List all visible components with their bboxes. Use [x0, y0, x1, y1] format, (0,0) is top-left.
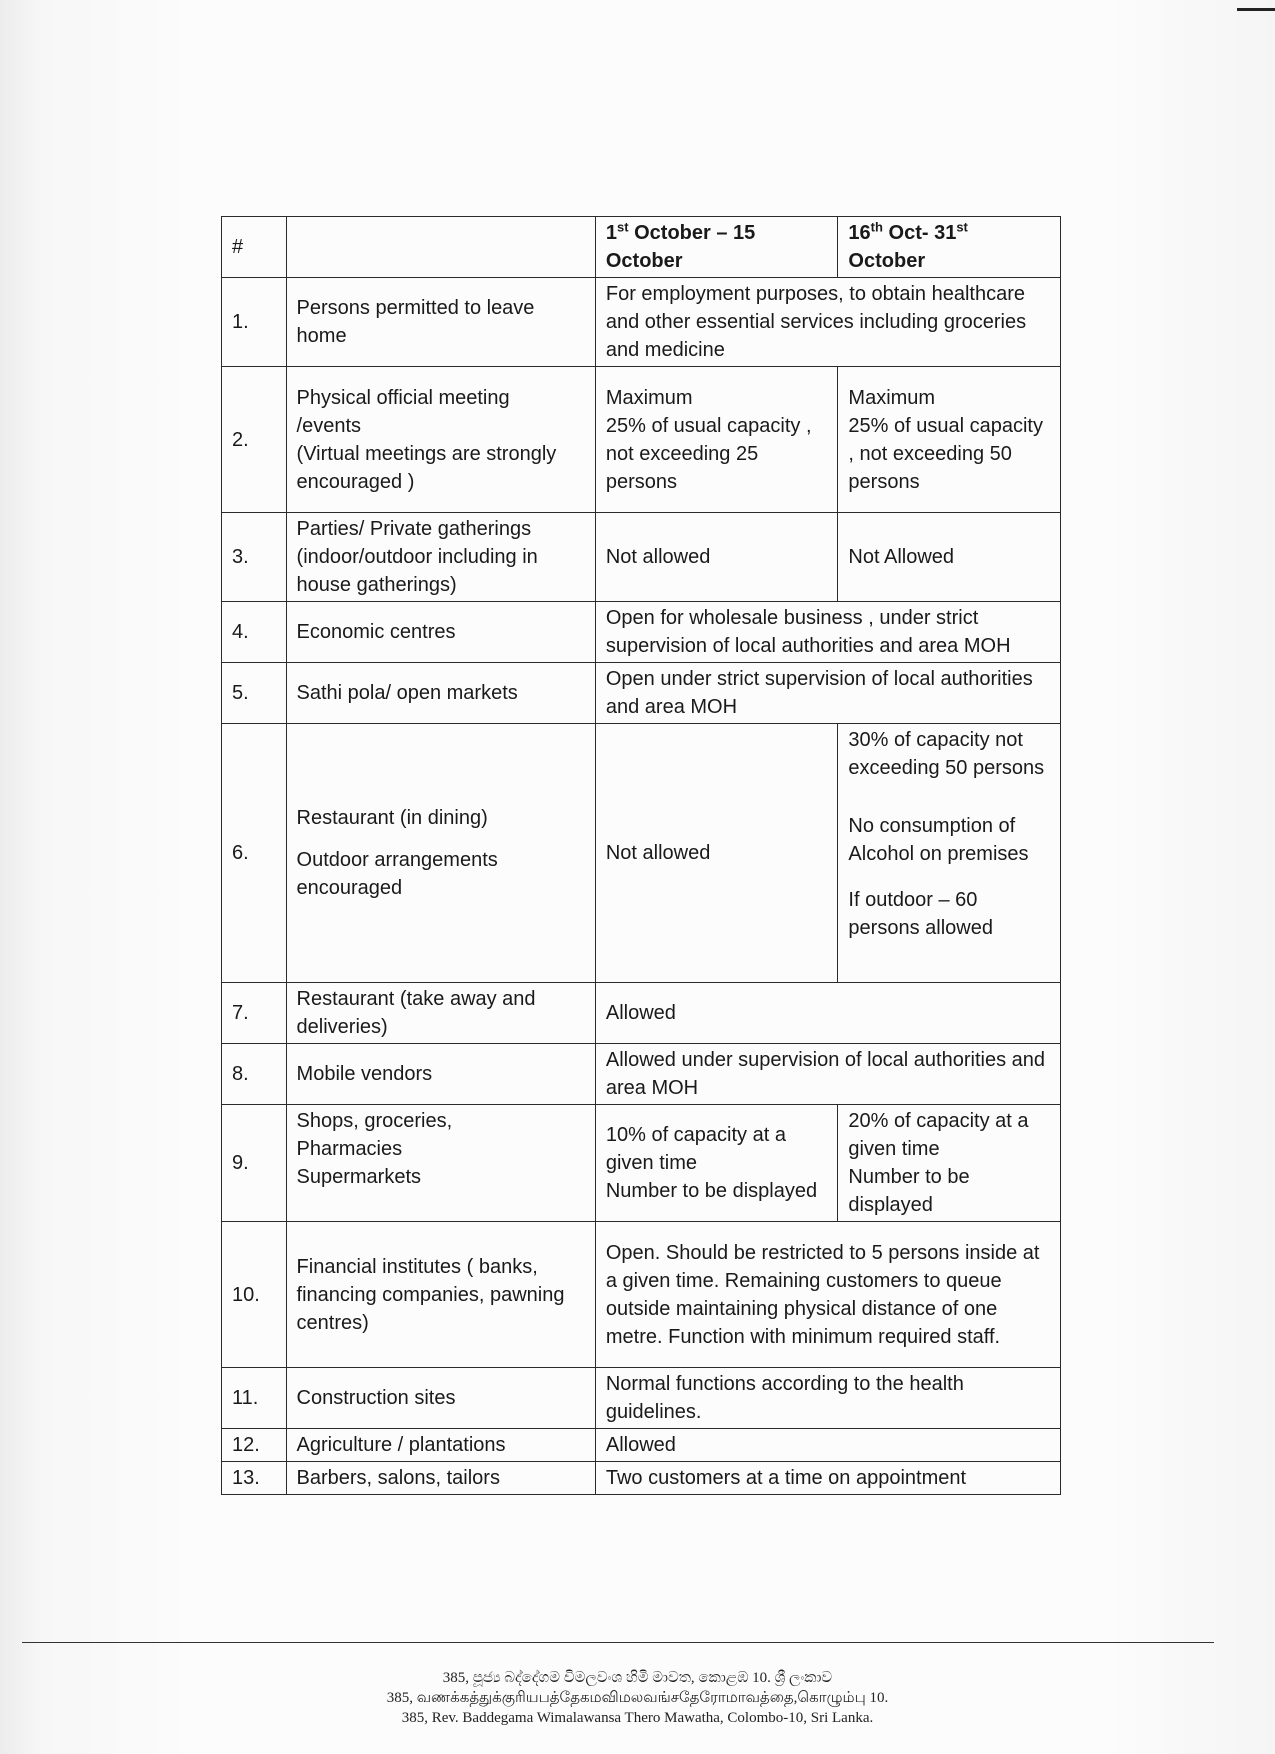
spacer — [848, 868, 1050, 886]
table-row — [222, 1462, 1061, 1495]
row-rule-period-2: 20% of capacity at a given time Number to be displayed — [838, 1105, 1061, 1222]
row-activity: Economic centres — [286, 602, 595, 663]
row-rule-both-periods: Open for wholesale business , under strict supervision of local authorities and area MOH — [595, 602, 1060, 663]
row-activity: Persons permitted to leave home — [286, 278, 595, 367]
table-row — [222, 1368, 1061, 1429]
row-number: 3. — [222, 513, 287, 602]
header-period-2 — [838, 217, 1061, 278]
table-row — [222, 1222, 1061, 1368]
row-activity: Financial institutes ( banks, financing companies, pawning centres) — [286, 1222, 595, 1368]
table-header-row — [222, 217, 1061, 278]
row-rule-both-periods: Open under strict supervision of local authorities and area MOH — [595, 663, 1060, 724]
row-rule-period-2: Maximum 25% of usual capacity , not exceeding 50 persons — [838, 367, 1061, 513]
row-number: 6. — [222, 724, 287, 983]
address-footer — [0, 1668, 1275, 1728]
header-period-2-sup: th — [870, 219, 883, 235]
row-rule-period-1: Maximum 25% of usual capacity , not exceeding 25 persons — [595, 367, 838, 513]
rule-line: No consumption of Alcohol on premises — [848, 815, 1029, 865]
row-number: 5. — [222, 663, 287, 724]
header-period-1-day: 1 — [605, 222, 617, 244]
row-rule-both-periods: Open. Should be restricted to 5 persons inside at a given time. Remaining customers to queue outside maintaining physical distance of one metre. Function with minimum required staff. — [595, 1222, 1060, 1368]
row-number: 8. — [222, 1044, 287, 1105]
row-rule-both-periods: Allowed — [595, 1429, 1060, 1462]
table-row — [222, 983, 1061, 1044]
row-number: 2. — [222, 367, 287, 513]
row-rule-both-periods: Normal functions according to the health guidelines. — [595, 1368, 1060, 1429]
row-activity: Physical official meeting /events (Virtual meetings are strongly encouraged ) — [286, 367, 595, 513]
table-row — [222, 513, 1061, 602]
row-number: 10. — [222, 1222, 287, 1368]
spacer — [848, 782, 1050, 812]
row-activity: Parties/ Private gatherings (indoor/outdoor including in house gatherings) — [286, 513, 595, 602]
row-rule-period-1: Not allowed — [595, 513, 838, 602]
row-activity-line: Outdoor arrangements encouraged — [296, 849, 498, 899]
scan-corner-mark — [1237, 8, 1275, 11]
row-activity: Shops, groceries, Pharmacies Supermarkets — [286, 1105, 595, 1222]
row-rule-both-periods: For employment purposes, to obtain healthcare and other essential services including groceries and medicine — [595, 278, 1060, 367]
table-row — [222, 367, 1061, 513]
row-rule-both-periods: Allowed under supervision of local authorities and area MOH — [595, 1044, 1060, 1105]
table-row — [222, 724, 1061, 983]
table-row — [222, 1044, 1061, 1105]
table-row — [222, 1429, 1061, 1462]
table-row — [222, 1105, 1061, 1222]
row-number: 9. — [222, 1105, 287, 1222]
row-rule-period-1: Not allowed — [595, 724, 838, 983]
row-number: 12. — [222, 1429, 287, 1462]
row-rule-both-periods: Two customers at a time on appointment — [595, 1462, 1060, 1495]
table-row — [222, 278, 1061, 367]
row-number: 13. — [222, 1462, 287, 1495]
header-period-1 — [595, 217, 838, 278]
row-number: 4. — [222, 602, 287, 663]
spacer — [297, 832, 585, 846]
header-period-2-sup2: st — [956, 219, 968, 235]
rule-line: 30% of capacity not exceeding 50 persons — [848, 729, 1045, 779]
row-activity: Construction sites — [286, 1368, 595, 1429]
header-period-1-sup: st — [616, 219, 629, 235]
row-activity: Agriculture / plantations — [286, 1429, 595, 1462]
header-period-2-mid: Oct- 31 — [882, 222, 957, 244]
header-activity — [286, 217, 595, 278]
header-number: # — [222, 217, 287, 278]
header-period-1-rest: October – 15 October — [605, 222, 756, 272]
row-rule-both-periods: Allowed — [595, 983, 1060, 1044]
row-activity — [286, 724, 595, 983]
row-activity: Mobile vendors — [286, 1044, 595, 1105]
table-row — [222, 602, 1061, 663]
address-sinhala: 385, පූජ්‍ය බද්දේගම විමලවංශ හිමි මාවත, කොළඹ 10. ශ්‍රී ලංකාව — [442, 1670, 833, 1686]
header-period-2-rest: October — [848, 250, 926, 272]
row-activity: Sathi pola/ open markets — [286, 663, 595, 724]
row-number: 11. — [222, 1368, 287, 1429]
row-rule-period-2: Not Allowed — [838, 513, 1061, 602]
row-rule-period-1: 10% of capacity at a given time Number to be displayed — [595, 1105, 838, 1222]
guidelines-table — [221, 216, 1061, 1495]
rule-line: If outdoor – 60 persons allowed — [848, 889, 993, 939]
header-period-2-day: 16 — [848, 222, 871, 244]
footer-divider — [22, 1642, 1214, 1643]
row-number: 7. — [222, 983, 287, 1044]
address-tamil: 385, வணக்கத்துக்குரியபத்தேகமவிமலவங்சதேரோமாவத்தை,கொழும்பு 10. — [386, 1690, 889, 1706]
row-activity: Barbers, salons, tailors — [286, 1462, 595, 1495]
row-activity-line: Restaurant (in dining) — [296, 807, 488, 829]
table-row — [222, 663, 1061, 724]
address-english: 385, Rev. Baddegama Wimalawansa Thero Mawatha, Colombo-10, Sri Lanka. — [401, 1710, 874, 1726]
row-number: 1. — [222, 278, 287, 367]
row-activity: Restaurant (take away and deliveries) — [286, 983, 595, 1044]
row-rule-period-2 — [838, 724, 1061, 983]
